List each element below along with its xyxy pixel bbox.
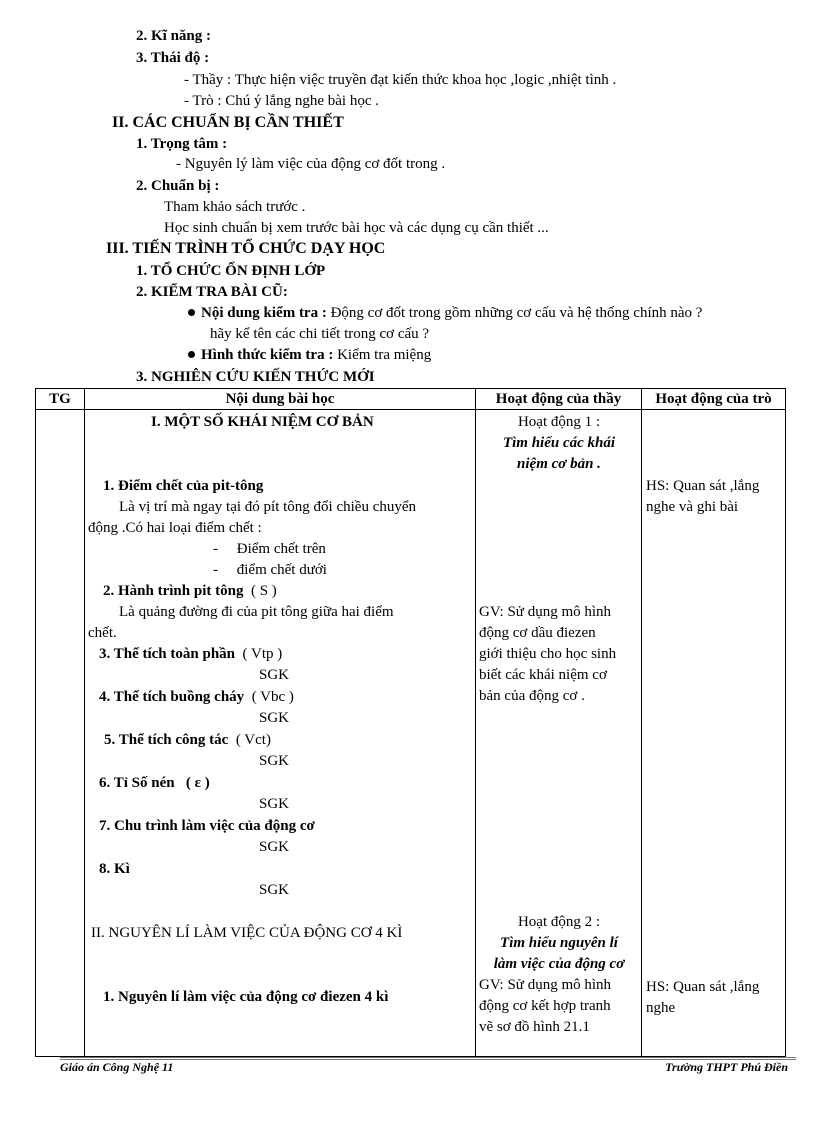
teacher-activity-1-line-5: bản của động cơ . xyxy=(479,688,585,704)
kiem-tra-heading: 2. KIỂM TRA BÀI CŨ: xyxy=(136,284,288,300)
content-item-3-sgk: SGK xyxy=(259,667,290,683)
teacher-activity-1-line-2: động cơ dầu điezen xyxy=(479,625,596,641)
content-item-4: 4. Thể tích buồng cháy ( Vbc ) xyxy=(99,689,294,705)
chuan-bi-line-2: Học sinh chuẩn bị xem trước bài học và các dụng cụ cần thiết ... xyxy=(164,220,549,236)
content-item-1-text-2: động .Có hai loại điểm chết : xyxy=(88,520,262,536)
teacher-activity-2-line-3: vẽ sơ đồ hình 21.1 xyxy=(479,1019,590,1035)
content-item-5-sgk: SGK xyxy=(259,753,290,769)
content-item-4-sgk: SGK xyxy=(259,710,290,726)
chuan-bi-heading: 2. Chuẩn bị : xyxy=(136,178,220,194)
teacher-activity-1-line-1: GV: Sử dụng mô hình xyxy=(479,604,612,620)
ki-nang-heading: 2. Kĩ năng : xyxy=(136,28,212,44)
activity-1-label: Hoạt động 1 : xyxy=(517,414,601,430)
content-cell xyxy=(85,410,476,1057)
trong-tam-text: - Nguyên lý làm việc của động cơ đốt trong . xyxy=(176,156,446,172)
table-row xyxy=(36,410,786,1057)
header-hoat-dong-tro: Hoạt động của trò xyxy=(642,389,786,410)
chuan-bi-line-1: Tham khảo sách trước . xyxy=(164,199,306,215)
content-item-6-sgk: SGK xyxy=(259,796,290,812)
student-cell xyxy=(642,410,786,1057)
footer-right: Trường THPT Phú Điền xyxy=(665,1060,788,1074)
activity-1-title-2: niệm cơ bản . xyxy=(517,456,601,472)
table-header-row xyxy=(36,389,786,410)
activity-2-title-2: làm việc của động cơ xyxy=(493,956,625,972)
activity-2-label: Hoạt động 2 : xyxy=(517,914,601,930)
noi-dung-kiem-tra: Nội dung kiểm tra : Động cơ đốt trong gồm những cơ cấu và hệ thống chính nào ? xyxy=(188,304,702,322)
content-section-1-title: I. MỘT SỐ KHÁI NIỆM CƠ BẢN xyxy=(151,414,374,430)
on-dinh-heading: 1. TỔ CHỨC ỔN ĐỊNH LỚP xyxy=(136,263,326,279)
nghien-cuu-heading: 3. NGHIÊN CỨU KIẾN THỨC MỚI xyxy=(136,369,375,385)
content-item-1-bullet-2: - điểm chết dưới xyxy=(213,562,327,578)
header-noi-dung: Nội dung bài học xyxy=(85,389,476,410)
noi-dung-kiem-tra-2: hãy kể tên các chi tiết trong cơ cấu ? xyxy=(210,326,430,342)
bullet-icon xyxy=(188,351,195,358)
teacher-activity-2-line-1: GV: Sử dụng mô hình xyxy=(479,977,612,993)
student-activity-2-line-2: nghe xyxy=(646,1000,676,1016)
activity-2-title-1: Tìm hiểu nguyên lí xyxy=(500,935,618,951)
content-item-7-sgk: SGK xyxy=(259,839,290,855)
footer-left: Giáo án Công Nghệ 11 xyxy=(60,1060,174,1074)
student-activity-2-line-1: HS: Quan sát ,lắng xyxy=(646,979,760,995)
content-item-2-text-1: Là quảng đường đi của pit tông giữa hai điểm xyxy=(119,604,394,620)
content-item-8: 8. Kì xyxy=(99,861,130,877)
content-item-3: 3. Thể tích toàn phần ( Vtp ) xyxy=(99,646,283,662)
student-activity-1-line-1: HS: Quan sát ,lắng xyxy=(646,478,760,494)
bullet-icon xyxy=(188,309,195,316)
content-item-1-bullet-1: - Điểm chết trên xyxy=(213,541,326,557)
thai-do-tro: - Trò : Chú ý lắng nghe bài học . xyxy=(184,93,379,109)
activity-1-title-1: Tìm hiểu các khái xyxy=(502,435,616,451)
content-item-6: 6. Tỉ Số nén ( ε ) xyxy=(99,775,210,791)
hinh-thuc-kiem-tra: Hình thức kiểm tra : Kiểm tra miệng xyxy=(188,346,431,364)
content-item-2-title: 2. Hành trình pit tông ( S ) xyxy=(103,583,277,599)
trong-tam-heading: 1. Trọng tâm : xyxy=(136,136,228,152)
content-item-8-sgk: SGK xyxy=(259,882,290,898)
teacher-cell xyxy=(476,410,642,1057)
teacher-activity-2-line-2: động cơ kết hợp tranh xyxy=(479,998,611,1014)
lesson-table xyxy=(35,388,786,1057)
header-tg: TG xyxy=(36,389,85,410)
content-section-2-title: II. NGUYÊN LÍ LÀM VIỆC CỦA ĐỘNG CƠ 4 KÌ xyxy=(91,925,403,941)
content-item-1-text-1: Là vị trí mà ngay tại đó pít tông đổi chiều chuyển xyxy=(119,499,417,515)
section-3-heading: III. TIẾN TRÌNH TỔ CHỨC DẠY HỌC xyxy=(106,240,386,257)
tg-cell xyxy=(36,410,85,1057)
teacher-activity-1-line-4: biết các khái niệm cơ xyxy=(479,667,607,683)
content-section-2-item-1: 1. Nguyên lí làm việc của động cơ điezen 4 kì xyxy=(103,989,389,1005)
content-item-1-title: 1. Điểm chết của pit-tông xyxy=(103,478,264,494)
student-activity-1-line-2: nghe và ghi bài xyxy=(646,499,739,515)
content-item-2-text-2: chết. xyxy=(88,625,117,641)
thai-do-heading: 3. Thái độ : xyxy=(136,50,210,66)
teacher-activity-1-line-3: giới thiệu cho học sinh xyxy=(479,646,617,662)
content-item-7: 7. Chu trình làm việc của động cơ xyxy=(99,818,315,834)
content-item-5: 5. Thể tích công tác ( Vct) xyxy=(104,732,271,748)
section-2-heading: II. CÁC CHUẨN BỊ CẦN THIẾT xyxy=(112,114,344,131)
thai-do-thay: - Thầy : Thực hiện việc truyền đạt kiến thức khoa học ,logic ,nhiệt tình . xyxy=(184,72,617,88)
header-hoat-dong-thay: Hoạt động của thầy xyxy=(476,389,642,410)
